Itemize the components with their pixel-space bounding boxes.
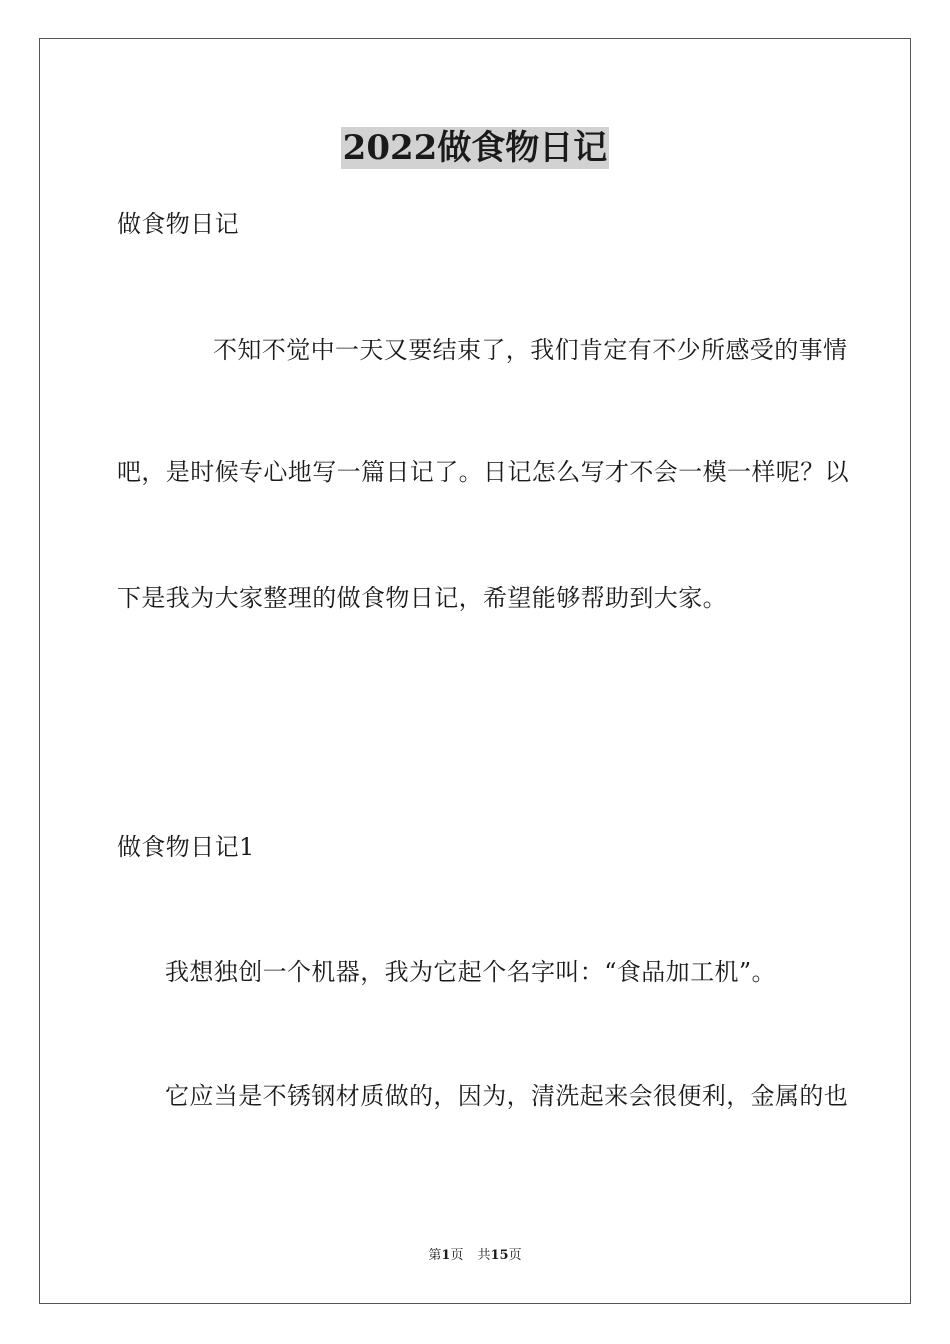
footer-page-prefix: 第 — [428, 1248, 442, 1263]
section-heading: 做食物日记1 — [117, 833, 255, 861]
page-footer — [0, 1247, 950, 1265]
footer-total-prefix: 共 — [477, 1248, 491, 1263]
title-container — [0, 127, 950, 169]
footer-total-unit: 页 — [508, 1248, 522, 1263]
paragraph-line: 不知不觉中一天又要结束了，我们肯定有不少所感受的事情 — [213, 336, 848, 364]
section-heading: 做食物日记 — [117, 210, 239, 238]
footer-page-unit: 页 — [450, 1248, 464, 1263]
paragraph-line: 下是我为大家整理的做食物日记，希望能够帮助到大家。 — [117, 584, 727, 612]
document-title: 2022做食物日记 — [342, 128, 608, 168]
paragraph-line: 它应当是不锈钢材质做的，因为，清洗起来会很便利，金属的也 — [165, 1082, 849, 1110]
footer-page-total: 15 — [490, 1248, 509, 1263]
paragraph-line: 吧，是时候专心地写一篇日记了。日记怎么写才不会一模一样呢？以 — [117, 458, 849, 486]
paragraph-line: 我想独创一个机器，我为它起个名字叫：“食品加工机”。 — [165, 958, 776, 986]
footer-page-current: 1 — [441, 1248, 451, 1263]
